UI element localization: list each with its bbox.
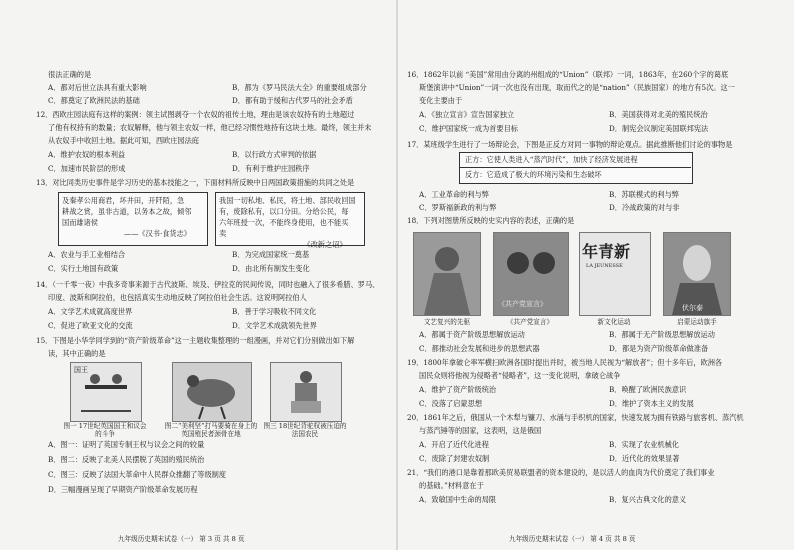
text-line: D．三幅漫画呈现了早期资产阶级革命发展历程 (48, 485, 198, 494)
picture-1-caption: 文艺复兴的先驱 (423, 318, 471, 326)
material-line: 有，废除私有，以口分田。分给公民，每 (219, 207, 349, 216)
text-line: 20．1861年之后，俄国从一个木犁与镰刀、水涌与手织机的国家，快速发展为拥有铁路与旅客机、蒸汽机 (407, 413, 744, 422)
text-line: C．都推动社会发展和进步的思想武器 (419, 344, 540, 353)
figure-2-caption: 图二“美利坚”打马要骑在身上的英国殖民者颈骨在地 (164, 422, 258, 438)
debate-pro: 正方：它使人类进入“蒸汽时代”，加快了经济发展进程 (465, 155, 638, 164)
text-line: C．促进了欧亚文化的交流 (48, 321, 133, 330)
text-line: 15．下图是小华学同学到的“资产阶级革命”这一主题收集整理的一组漫画，并对它们分别做出如下解 (36, 336, 355, 345)
text-line: A．工业革命的利与弊 (419, 190, 489, 199)
text-line: 21．“我们的港口是靠着那欧美贸易联盟者的资本建设的，是以活人的血肉为代价奠定了我们事业 (407, 468, 715, 477)
text-line: C．实行土地国有政策 (48, 264, 119, 273)
cartoon-figure-2 (172, 362, 252, 422)
text-line: D．近代化的效果显著 (609, 454, 680, 463)
text-line: A．都对后世立法具有重大影响 (48, 83, 147, 92)
text-line: A．《独立宣言》宣告国家独立 (419, 110, 515, 119)
text-line: D．都有助于缓和古代罗马的社会矛盾 (232, 96, 353, 105)
text-line: A．文学艺术成就高度世界 (48, 307, 133, 316)
renaissance-drawing (414, 233, 480, 315)
text-line: 19．1800年拿破仑率军横扫欧洲各国时提出并时，被当地人民视为“解放者”；但十多年后，欧洲各 (407, 358, 723, 367)
voltaire-portrait (663, 232, 731, 316)
material-line: 我国一切私地、私民，将土地、部民收回国 (219, 196, 356, 205)
text-line: A．开启了近代化进程 (419, 440, 489, 449)
picture-2-caption: 《共产党宣言》 (506, 318, 554, 326)
text-line: 国民众则将他视为侵略者“侵略者”，这一变化说明，拿破仑战争 (419, 371, 621, 380)
text-line: B．苏联模式的利与弊 (609, 190, 679, 199)
new-youth-cover (579, 232, 651, 316)
text-line: 斯堡演讲中“Union”一词一次也没有出现，取而代之的是“nation”（民族国家）的地方有5次。这一 (419, 83, 735, 92)
text-line: B．都属于无产阶级思想解放运动 (609, 330, 715, 339)
text-line: A．维护了资产阶级统治 (419, 385, 497, 394)
text-line: 读，其中正确的是 (48, 349, 106, 358)
text-line: D．由北所有制发生变化 (232, 264, 310, 273)
text-line: 印度、波斯和阿拉伯，也包括真实生动地反映了阿拉伯社会生活。这说明阿拉伯人 (48, 293, 307, 302)
voltaire-overlay: 伏尔泰 (682, 304, 703, 312)
text-line: 18．下列对图册所反映的史实内容的表述，正确的是 (407, 216, 575, 225)
cartoon-3-drawing (271, 363, 341, 421)
text-line: A．图一：证明了英国专制王权与议会之间的较量 (48, 440, 205, 449)
text-line: C．废除了封建农奴制 (419, 454, 490, 463)
text-line: B．以行政方式审判的依据 (232, 150, 317, 159)
debate-con-text: 它造成了极大的环境污染和生态破坏 (486, 170, 602, 179)
material-line: ——《汉书·食货志》 (124, 229, 191, 238)
cartoon-figure-1 (70, 362, 142, 422)
new-youth-subtitle: LA JEUNESSE (586, 263, 623, 269)
material-line: 国而雄诸侯 (62, 218, 98, 227)
text-line: C．图三：反映了法国大革命中人民群众推翻了等级制度 (48, 470, 227, 479)
text-line: B．美国获得对北美的殖民统治 (609, 110, 708, 119)
new-youth-title: 年青新 (582, 242, 631, 261)
cartoon-2-drawing (173, 363, 251, 421)
text-line: B．为完成国家统一奠基 (232, 250, 310, 259)
text-line: 了他有权持有的数量；农奴解释，他与领主农奴一样，他已经习惯性地持有这块土地。最终，领主并未 (48, 123, 372, 132)
text-line: 12．西欧庄园法庭有这样的案例：领主试图剥夺一个农奴的祖传土地，理由是该农奴持有的土地超过 (36, 110, 355, 119)
text-line: B．实现了农业机械化 (609, 440, 679, 449)
text-line: D．维护了资本主义的发展 (609, 399, 694, 408)
text-line: A．维护农奴的根本利益 (48, 150, 126, 159)
material-line: ——《改新之诏》 (289, 240, 347, 249)
text-line: B．复兴古典文化的意义 (609, 495, 687, 504)
manifesto-cover (493, 232, 569, 316)
debate-con: 反方：它造成了极大的环境污染和生态破坏 (465, 170, 602, 179)
text-line: 的基础。”材料意在于 (419, 481, 484, 490)
left-footer: 九年级历史期末试卷（一） 第 3 页 共 8 页 (118, 535, 245, 543)
right-page (397, 0, 794, 550)
text-line: C．加速市民阶层的形成 (48, 164, 126, 173)
material-line: 卖 (219, 229, 227, 238)
manifesto-overlay: 《共产党宣言》 (498, 300, 547, 308)
text-line: D．文学艺术成就领先世界 (232, 321, 317, 330)
text-line: A．都属于资产阶级思想解放运动 (419, 330, 525, 339)
text-line: C．维护国家统一成为首要目标 (419, 124, 518, 133)
text-line: B．善于学习吸收不同文化 (232, 307, 317, 316)
text-line: D．有利于维护庄园秩序 (232, 164, 310, 173)
material-line: 及秦孝公用商君，坏井田，开阡陌，急 (62, 196, 185, 205)
picture-4-caption: 启蒙运动旗手 (677, 318, 717, 326)
right-footer: 九年级历史期末试卷（一） 第 4 页 共 8 页 (509, 535, 636, 543)
text-line: D．冷战政策的对与非 (609, 203, 680, 212)
text-line: B．都为《罗马民法大全》的重要组成部分 (232, 83, 367, 92)
text-line: 与蒸汽锤等的国家，这表明，这是俄国 (419, 426, 542, 435)
picture-3-caption: 新文化运动 (597, 318, 631, 326)
text-line: B．图二：反映了北美人民摆脱了英国的殖民统治 (48, 455, 205, 464)
text-line: A．农业与手工业相结合 (48, 250, 126, 259)
text-line: C．罗斯福新政的利与弊 (419, 203, 497, 212)
text-line: C．都奠定了欧洲民法的基础 (48, 96, 140, 105)
text-line: 16．1862年以前 “美国”常用由分离的州组成的“Union”（联邦）一词，1863年，在260个字的葛底 (407, 70, 729, 79)
text-line: 很法正确的是 (48, 70, 92, 79)
debate-pro-side: 正方 (465, 155, 480, 164)
material-line: 六年班授一次，不能终身使用，也不能买 (219, 218, 349, 227)
text-line: 17．某班级学生进行了一场辩论会，下图是正反方对同一事物的辩论观点。据此推断他们讨论的事物是 (407, 140, 733, 149)
text-line: 13．对比同类历史事件是学习历史的基本技能之一，下面材料所反映中日两国政策措施的共同之处是 (36, 178, 355, 187)
text-line: D．制宪会议制定美国联邦宪法 (609, 124, 709, 133)
king-label: 国王 (74, 366, 88, 374)
text-line: 从农奴手中收回土地。据此可知，西欧庄园法庭 (48, 136, 199, 145)
text-line: A．致敏国中生命的局限 (419, 495, 497, 504)
debate-divider (459, 167, 691, 168)
text-line: 14．（一千零一夜）中我多奇事来源于古代波斯、埃及、伊拉克的民间传说，同时也融入了很多希腊、罗马、 (36, 280, 380, 289)
renaissance-portrait (413, 232, 481, 316)
material-line: 耕战之赏，虽非古道，以务本之故，倾邻 (62, 207, 192, 216)
text-line: B．唤醒了欧洲民族意识 (609, 385, 687, 394)
debate-con-side: 反方 (465, 170, 480, 179)
text-line: C．没落了启蒙思想 (419, 399, 483, 408)
cartoon-figure-3 (270, 362, 342, 422)
debate-pro-text: 它使人类进入“蒸汽时代”，加快了经济发展进程 (486, 155, 638, 164)
figure-3-caption: 图三 18世纪背驼权被压迫的法国农民 (263, 422, 347, 438)
figure-1-caption: 图一 17世纪英国国王和议会的斗争 (63, 422, 147, 438)
text-line: 变化主要由于 (419, 96, 463, 105)
text-line: D．都是为资产阶级革命做准备 (609, 344, 709, 353)
